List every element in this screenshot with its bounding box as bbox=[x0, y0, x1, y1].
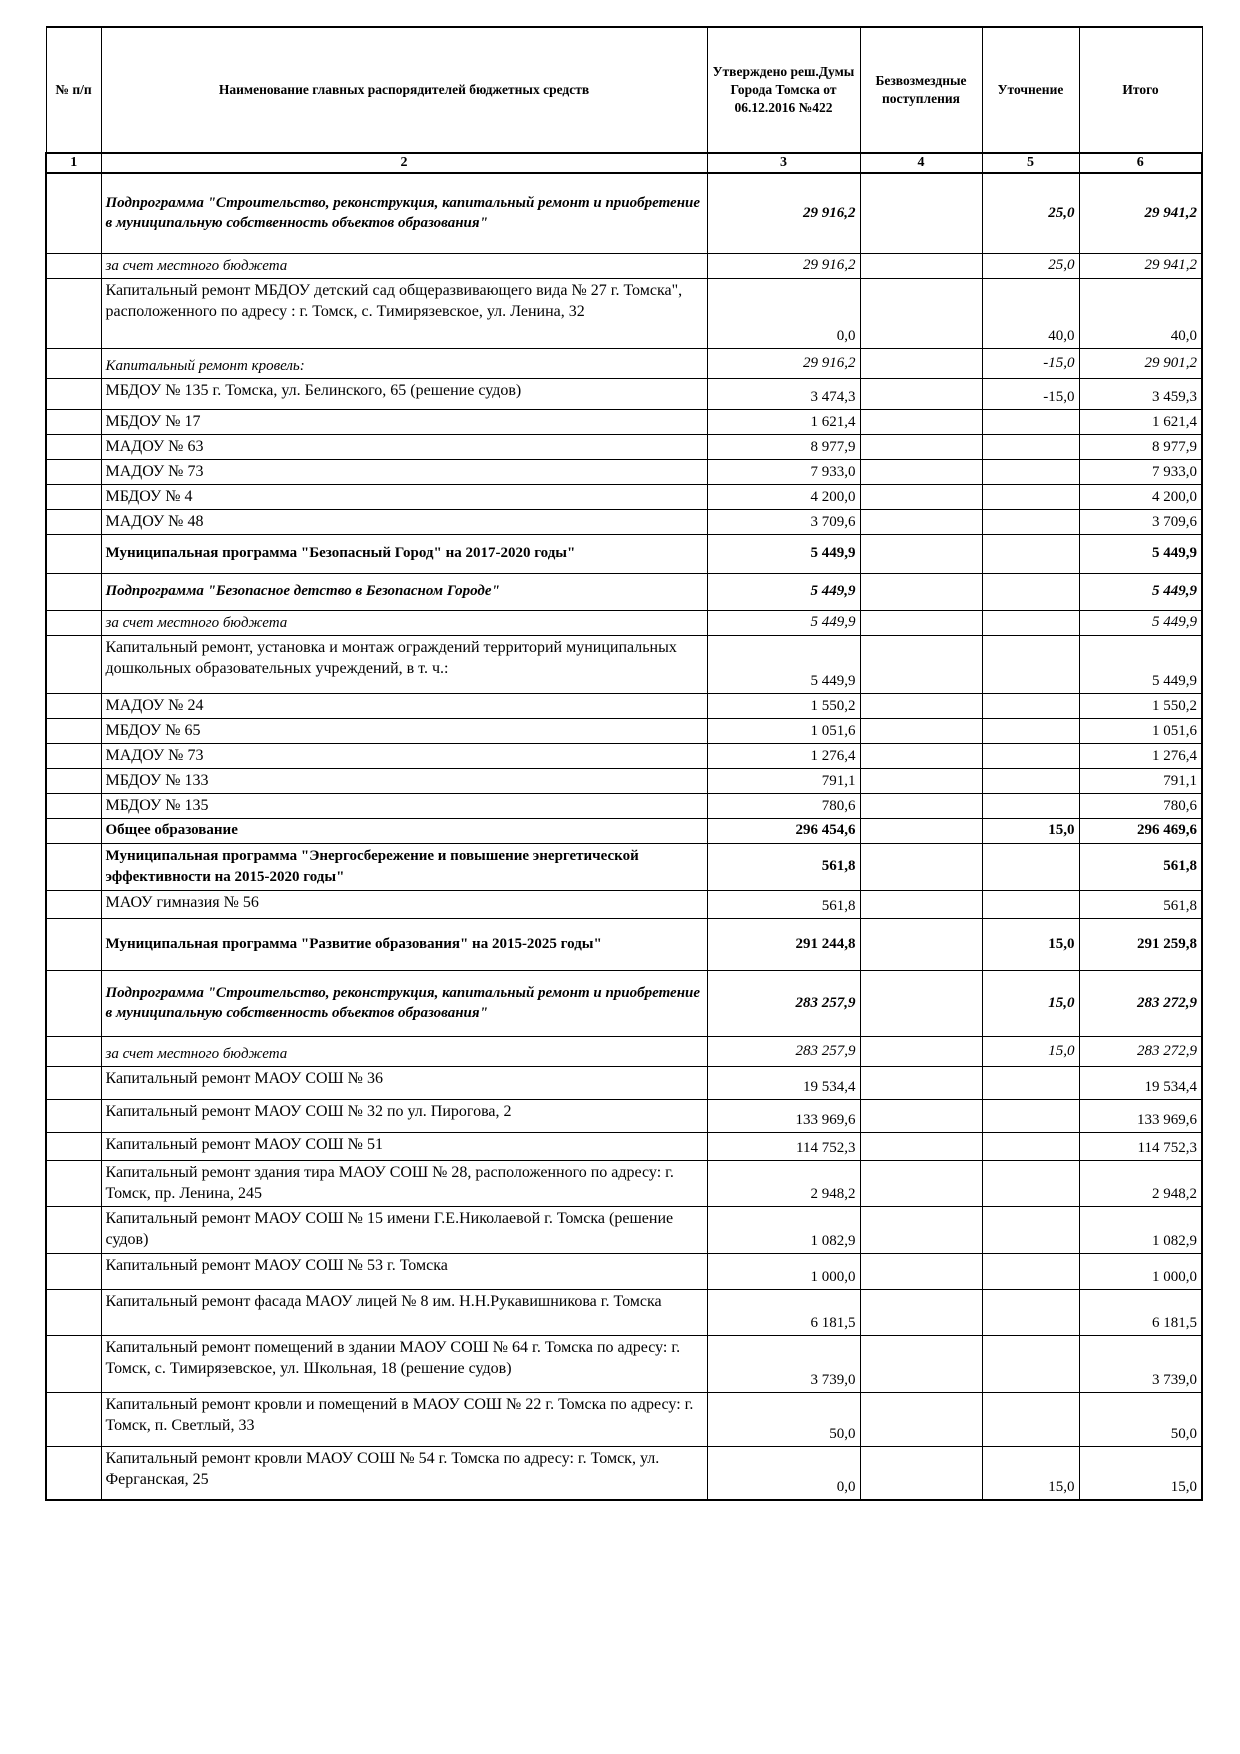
clarification-value bbox=[982, 1132, 1079, 1160]
table-row bbox=[46, 253, 1202, 278]
table-row bbox=[46, 1289, 1202, 1335]
clarification-value bbox=[982, 573, 1079, 610]
grants-value bbox=[860, 610, 982, 635]
approved-value: 5 449,9 bbox=[707, 635, 860, 693]
table-row bbox=[46, 1132, 1202, 1160]
row-number bbox=[46, 1160, 101, 1206]
row-name: Капитальный ремонт МАОУ СОШ № 36 bbox=[101, 1066, 707, 1099]
total-value: 1 621,4 bbox=[1079, 409, 1202, 434]
total-value: 5 449,9 bbox=[1079, 534, 1202, 573]
grants-value bbox=[860, 635, 982, 693]
row-name: МБДОУ № 135 г. Томска, ул. Белинского, 65 (решение судов) bbox=[101, 378, 707, 409]
total-value: 5 449,9 bbox=[1079, 573, 1202, 610]
row-number bbox=[46, 1036, 101, 1066]
row-name: за счет местного бюджета bbox=[101, 610, 707, 635]
table-row bbox=[46, 378, 1202, 409]
approved-value: 3 709,6 bbox=[707, 509, 860, 534]
header-total: Итого bbox=[1079, 27, 1202, 153]
grants-value bbox=[860, 1206, 982, 1253]
row-number bbox=[46, 173, 101, 253]
table-row bbox=[46, 635, 1202, 693]
table-row bbox=[46, 459, 1202, 484]
row-name: Капитальный ремонт кровли МАОУ СОШ № 54 г. Томска по адресу: г. Томск, ул. Ферганская, 25 bbox=[101, 1446, 707, 1500]
column-number: 3 bbox=[707, 153, 860, 173]
table-row bbox=[46, 278, 1202, 348]
grants-value bbox=[860, 378, 982, 409]
grants-value bbox=[860, 278, 982, 348]
grants-value bbox=[860, 434, 982, 459]
table-row bbox=[46, 818, 1202, 843]
grants-value bbox=[860, 1253, 982, 1289]
row-number bbox=[46, 693, 101, 718]
table-row bbox=[46, 1446, 1202, 1500]
row-number bbox=[46, 348, 101, 378]
total-value: 561,8 bbox=[1079, 843, 1202, 890]
row-name: Подпрограмма "Безопасное детство в Безопасном Городе" bbox=[101, 573, 707, 610]
approved-value: 283 257,9 bbox=[707, 970, 860, 1036]
grants-value bbox=[860, 348, 982, 378]
clarification-value: 15,0 bbox=[982, 1446, 1079, 1500]
row-name: Капитальный ремонт МАОУ СОШ № 51 bbox=[101, 1132, 707, 1160]
grants-value bbox=[860, 1099, 982, 1132]
table-row bbox=[46, 970, 1202, 1036]
table-row bbox=[46, 1160, 1202, 1206]
grants-value bbox=[860, 534, 982, 573]
grants-value bbox=[860, 693, 982, 718]
clarification-value bbox=[982, 718, 1079, 743]
table-row bbox=[46, 610, 1202, 635]
total-value: 7 933,0 bbox=[1079, 459, 1202, 484]
row-name: Капитальный ремонт МАОУ СОШ № 32 по ул. Пирогова, 2 bbox=[101, 1099, 707, 1132]
table-row bbox=[46, 1036, 1202, 1066]
table-row bbox=[46, 509, 1202, 534]
total-value: 283 272,9 bbox=[1079, 970, 1202, 1036]
clarification-value bbox=[982, 635, 1079, 693]
clarification-value bbox=[982, 459, 1079, 484]
total-value: 6 181,5 bbox=[1079, 1289, 1202, 1335]
clarification-value: 25,0 bbox=[982, 253, 1079, 278]
grants-value bbox=[860, 573, 982, 610]
approved-value: 8 977,9 bbox=[707, 434, 860, 459]
row-name: Капитальный ремонт МАОУ СОШ № 15 имени Г.Е.Николаевой г. Томска (решение судов) bbox=[101, 1206, 707, 1253]
clarification-value bbox=[982, 534, 1079, 573]
row-number bbox=[46, 573, 101, 610]
table-row bbox=[46, 1335, 1202, 1392]
table-row bbox=[46, 843, 1202, 890]
row-number bbox=[46, 818, 101, 843]
total-value: 3 739,0 bbox=[1079, 1335, 1202, 1392]
column-number: 5 bbox=[982, 153, 1079, 173]
approved-value: 3 474,3 bbox=[707, 378, 860, 409]
approved-value: 291 244,8 bbox=[707, 918, 860, 970]
approved-value: 1 051,6 bbox=[707, 718, 860, 743]
approved-value: 5 449,9 bbox=[707, 534, 860, 573]
total-value: 133 969,6 bbox=[1079, 1099, 1202, 1132]
clarification-value bbox=[982, 768, 1079, 793]
row-name: Муниципальная программа "Энергосбережение и повышение энергетической эффективности на 2015-2020 годы" bbox=[101, 843, 707, 890]
column-number-row bbox=[46, 153, 1202, 173]
grants-value bbox=[860, 918, 982, 970]
row-number bbox=[46, 534, 101, 573]
total-value: 561,8 bbox=[1079, 890, 1202, 918]
total-value: 29 901,2 bbox=[1079, 348, 1202, 378]
clarification-value bbox=[982, 1160, 1079, 1206]
clarification-value: 15,0 bbox=[982, 918, 1079, 970]
total-value: 1 082,9 bbox=[1079, 1206, 1202, 1253]
grants-value bbox=[860, 1036, 982, 1066]
header-grants: Безвозмездные поступления bbox=[860, 27, 982, 153]
grants-value bbox=[860, 1335, 982, 1392]
total-value: 19 534,4 bbox=[1079, 1066, 1202, 1099]
table-row bbox=[46, 1099, 1202, 1132]
clarification-value bbox=[982, 693, 1079, 718]
total-value: 296 469,6 bbox=[1079, 818, 1202, 843]
total-value: 8 977,9 bbox=[1079, 434, 1202, 459]
total-value: 1 550,2 bbox=[1079, 693, 1202, 718]
clarification-value bbox=[982, 1099, 1079, 1132]
clarification-value: 40,0 bbox=[982, 278, 1079, 348]
row-name: Подпрограмма "Строительство, реконструкция, капитальный ремонт и приобретение в муниципальную собственность объектов образования" bbox=[101, 173, 707, 253]
clarification-value: 25,0 bbox=[982, 173, 1079, 253]
row-name: Подпрограмма "Строительство, реконструкция, капитальный ремонт и приобретение в муниципальную собственность объектов образования" bbox=[101, 970, 707, 1036]
total-value: 3 709,6 bbox=[1079, 509, 1202, 534]
table-row bbox=[46, 743, 1202, 768]
approved-value: 0,0 bbox=[707, 1446, 860, 1500]
total-value: 291 259,8 bbox=[1079, 918, 1202, 970]
table-body bbox=[46, 173, 1202, 1500]
grants-value bbox=[860, 818, 982, 843]
column-number: 4 bbox=[860, 153, 982, 173]
clarification-value: -15,0 bbox=[982, 378, 1079, 409]
row-number bbox=[46, 1099, 101, 1132]
clarification-value: 15,0 bbox=[982, 1036, 1079, 1066]
table-row bbox=[46, 409, 1202, 434]
grants-value bbox=[860, 890, 982, 918]
row-number bbox=[46, 1392, 101, 1446]
row-name: МБДОУ № 135 bbox=[101, 793, 707, 818]
clarification-value bbox=[982, 484, 1079, 509]
header-clarification: Уточнение bbox=[982, 27, 1079, 153]
clarification-value bbox=[982, 434, 1079, 459]
row-number bbox=[46, 1335, 101, 1392]
table-row bbox=[46, 534, 1202, 573]
row-name: за счет местного бюджета bbox=[101, 1036, 707, 1066]
table-row bbox=[46, 1253, 1202, 1289]
row-name: МАДОУ № 73 bbox=[101, 459, 707, 484]
total-value: 3 459,3 bbox=[1079, 378, 1202, 409]
row-number bbox=[46, 253, 101, 278]
row-number bbox=[46, 278, 101, 348]
row-number bbox=[46, 743, 101, 768]
header-row bbox=[46, 27, 1202, 153]
grants-value bbox=[860, 409, 982, 434]
approved-value: 283 257,9 bbox=[707, 1036, 860, 1066]
clarification-value: -15,0 bbox=[982, 348, 1079, 378]
grants-value bbox=[860, 743, 982, 768]
row-number bbox=[46, 610, 101, 635]
table-row bbox=[46, 890, 1202, 918]
header-num: № п/п bbox=[46, 27, 101, 153]
row-name: Капитальный ремонт МБДОУ детский сад общеразвивающего вида № 27 г. Томска", расположенного по адресу : г. Томск, с. Тимирязевское, ул. Ленина, 32 bbox=[101, 278, 707, 348]
table-row bbox=[46, 793, 1202, 818]
clarification-value bbox=[982, 1206, 1079, 1253]
clarification-value bbox=[982, 890, 1079, 918]
approved-value: 6 181,5 bbox=[707, 1289, 860, 1335]
row-number bbox=[46, 843, 101, 890]
column-number: 2 bbox=[101, 153, 707, 173]
approved-value: 133 969,6 bbox=[707, 1099, 860, 1132]
total-value: 29 941,2 bbox=[1079, 173, 1202, 253]
row-name: Капитальный ремонт МАОУ СОШ № 53 г. Томска bbox=[101, 1253, 707, 1289]
total-value: 5 449,9 bbox=[1079, 635, 1202, 693]
grants-value bbox=[860, 1392, 982, 1446]
header-name: Наименование главных распорядителей бюджетных средств bbox=[101, 27, 707, 153]
table-row bbox=[46, 768, 1202, 793]
grants-value bbox=[860, 843, 982, 890]
row-number bbox=[46, 718, 101, 743]
row-number bbox=[46, 509, 101, 534]
row-number bbox=[46, 970, 101, 1036]
total-value: 4 200,0 bbox=[1079, 484, 1202, 509]
clarification-value bbox=[982, 610, 1079, 635]
row-name: МБДОУ № 133 bbox=[101, 768, 707, 793]
table-row bbox=[46, 173, 1202, 253]
grants-value bbox=[860, 970, 982, 1036]
row-name: Капитальный ремонт, установка и монтаж ограждений территорий муниципальных дошкольных образовательных учреждений, в т. ч.: bbox=[101, 635, 707, 693]
row-number bbox=[46, 434, 101, 459]
row-number bbox=[46, 1066, 101, 1099]
row-name: за счет местного бюджета bbox=[101, 253, 707, 278]
approved-value: 1 550,2 bbox=[707, 693, 860, 718]
table-row bbox=[46, 718, 1202, 743]
total-value: 40,0 bbox=[1079, 278, 1202, 348]
row-name: МАОУ гимназия № 56 bbox=[101, 890, 707, 918]
clarification-value bbox=[982, 409, 1079, 434]
clarification-value bbox=[982, 1392, 1079, 1446]
clarification-value bbox=[982, 1253, 1079, 1289]
row-name: МБДОУ № 65 bbox=[101, 718, 707, 743]
grants-value bbox=[860, 1160, 982, 1206]
column-number: 1 bbox=[46, 153, 101, 173]
approved-value: 5 449,9 bbox=[707, 610, 860, 635]
total-value: 29 941,2 bbox=[1079, 253, 1202, 278]
row-name: МБДОУ № 4 bbox=[101, 484, 707, 509]
row-name: МАДОУ № 24 bbox=[101, 693, 707, 718]
grants-value bbox=[860, 173, 982, 253]
approved-value: 3 739,0 bbox=[707, 1335, 860, 1392]
table-row bbox=[46, 484, 1202, 509]
approved-value: 0,0 bbox=[707, 278, 860, 348]
total-value: 2 948,2 bbox=[1079, 1160, 1202, 1206]
table-row bbox=[46, 1392, 1202, 1446]
approved-value: 5 449,9 bbox=[707, 573, 860, 610]
approved-value: 2 948,2 bbox=[707, 1160, 860, 1206]
row-name: Капитальный ремонт кровель: bbox=[101, 348, 707, 378]
row-number bbox=[46, 1253, 101, 1289]
row-number bbox=[46, 409, 101, 434]
approved-value: 29 916,2 bbox=[707, 173, 860, 253]
grants-value bbox=[860, 1132, 982, 1160]
row-name: Капитальный ремонт помещений в здании МАОУ СОШ № 64 г. Томска по адресу: г. Томск, с. Тимирязевское, ул. Школьная, 18 (решение судов) bbox=[101, 1335, 707, 1392]
row-number bbox=[46, 768, 101, 793]
clarification-value bbox=[982, 743, 1079, 768]
row-name: Капитальный ремонт фасада МАОУ лицей № 8 им. Н.Н.Рукавишникова г. Томска bbox=[101, 1289, 707, 1335]
approved-value: 50,0 bbox=[707, 1392, 860, 1446]
total-value: 1 276,4 bbox=[1079, 743, 1202, 768]
total-value: 114 752,3 bbox=[1079, 1132, 1202, 1160]
table-row bbox=[46, 1066, 1202, 1099]
total-value: 5 449,9 bbox=[1079, 610, 1202, 635]
row-number bbox=[46, 1132, 101, 1160]
row-number bbox=[46, 635, 101, 693]
table-row bbox=[46, 348, 1202, 378]
column-number: 6 bbox=[1079, 153, 1202, 173]
grants-value bbox=[860, 253, 982, 278]
table-row bbox=[46, 434, 1202, 459]
row-name: МАДОУ № 63 bbox=[101, 434, 707, 459]
approved-value: 1 276,4 bbox=[707, 743, 860, 768]
total-value: 791,1 bbox=[1079, 768, 1202, 793]
clarification-value bbox=[982, 1066, 1079, 1099]
grants-value bbox=[860, 1066, 982, 1099]
approved-value: 19 534,4 bbox=[707, 1066, 860, 1099]
clarification-value bbox=[982, 1289, 1079, 1335]
header-approved: Утверждено реш.Думы Города Томска от 06.12.2016 №422 bbox=[707, 27, 860, 153]
row-name: Капитальный ремонт здания тира МАОУ СОШ № 28, расположенного по адресу: г. Томск, пр. Ленина, 245 bbox=[101, 1160, 707, 1206]
approved-value: 4 200,0 bbox=[707, 484, 860, 509]
row-name: Муниципальная программа "Безопасный Город" на 2017-2020 годы" bbox=[101, 534, 707, 573]
clarification-value bbox=[982, 843, 1079, 890]
grants-value bbox=[860, 793, 982, 818]
row-name: МАДОУ № 48 bbox=[101, 509, 707, 534]
table-row bbox=[46, 573, 1202, 610]
clarification-value bbox=[982, 509, 1079, 534]
approved-value: 29 916,2 bbox=[707, 253, 860, 278]
row-number bbox=[46, 1289, 101, 1335]
grants-value bbox=[860, 459, 982, 484]
row-number bbox=[46, 484, 101, 509]
table-row bbox=[46, 918, 1202, 970]
clarification-value bbox=[982, 793, 1079, 818]
approved-value: 7 933,0 bbox=[707, 459, 860, 484]
row-name: Общее образование bbox=[101, 818, 707, 843]
approved-value: 1 621,4 bbox=[707, 409, 860, 434]
grants-value bbox=[860, 1289, 982, 1335]
row-number bbox=[46, 793, 101, 818]
total-value: 1 051,6 bbox=[1079, 718, 1202, 743]
row-number bbox=[46, 918, 101, 970]
row-number bbox=[46, 1446, 101, 1500]
row-name: Муниципальная программа "Развитие образования" на 2015-2025 годы" bbox=[101, 918, 707, 970]
row-number bbox=[46, 378, 101, 409]
total-value: 283 272,9 bbox=[1079, 1036, 1202, 1066]
clarification-value: 15,0 bbox=[982, 970, 1079, 1036]
grants-value bbox=[860, 718, 982, 743]
grants-value bbox=[860, 1446, 982, 1500]
approved-value: 296 454,6 bbox=[707, 818, 860, 843]
total-value: 1 000,0 bbox=[1079, 1253, 1202, 1289]
budget-table bbox=[45, 26, 1203, 1501]
table-row bbox=[46, 1206, 1202, 1253]
approved-value: 561,8 bbox=[707, 843, 860, 890]
approved-value: 1 082,9 bbox=[707, 1206, 860, 1253]
clarification-value: 15,0 bbox=[982, 818, 1079, 843]
row-name: Капитальный ремонт кровли и помещений в МАОУ СОШ № 22 г. Томска по адресу: г. Томск, п. Светлый, 33 bbox=[101, 1392, 707, 1446]
row-number bbox=[46, 1206, 101, 1253]
total-value: 50,0 bbox=[1079, 1392, 1202, 1446]
approved-value: 1 000,0 bbox=[707, 1253, 860, 1289]
total-value: 780,6 bbox=[1079, 793, 1202, 818]
grants-value bbox=[860, 509, 982, 534]
approved-value: 780,6 bbox=[707, 793, 860, 818]
row-number bbox=[46, 459, 101, 484]
row-number bbox=[46, 890, 101, 918]
approved-value: 114 752,3 bbox=[707, 1132, 860, 1160]
approved-value: 29 916,2 bbox=[707, 348, 860, 378]
total-value: 15,0 bbox=[1079, 1446, 1202, 1500]
grants-value bbox=[860, 768, 982, 793]
table-row bbox=[46, 693, 1202, 718]
clarification-value bbox=[982, 1335, 1079, 1392]
approved-value: 561,8 bbox=[707, 890, 860, 918]
approved-value: 791,1 bbox=[707, 768, 860, 793]
row-name: МАДОУ № 73 bbox=[101, 743, 707, 768]
grants-value bbox=[860, 484, 982, 509]
row-name: МБДОУ № 17 bbox=[101, 409, 707, 434]
